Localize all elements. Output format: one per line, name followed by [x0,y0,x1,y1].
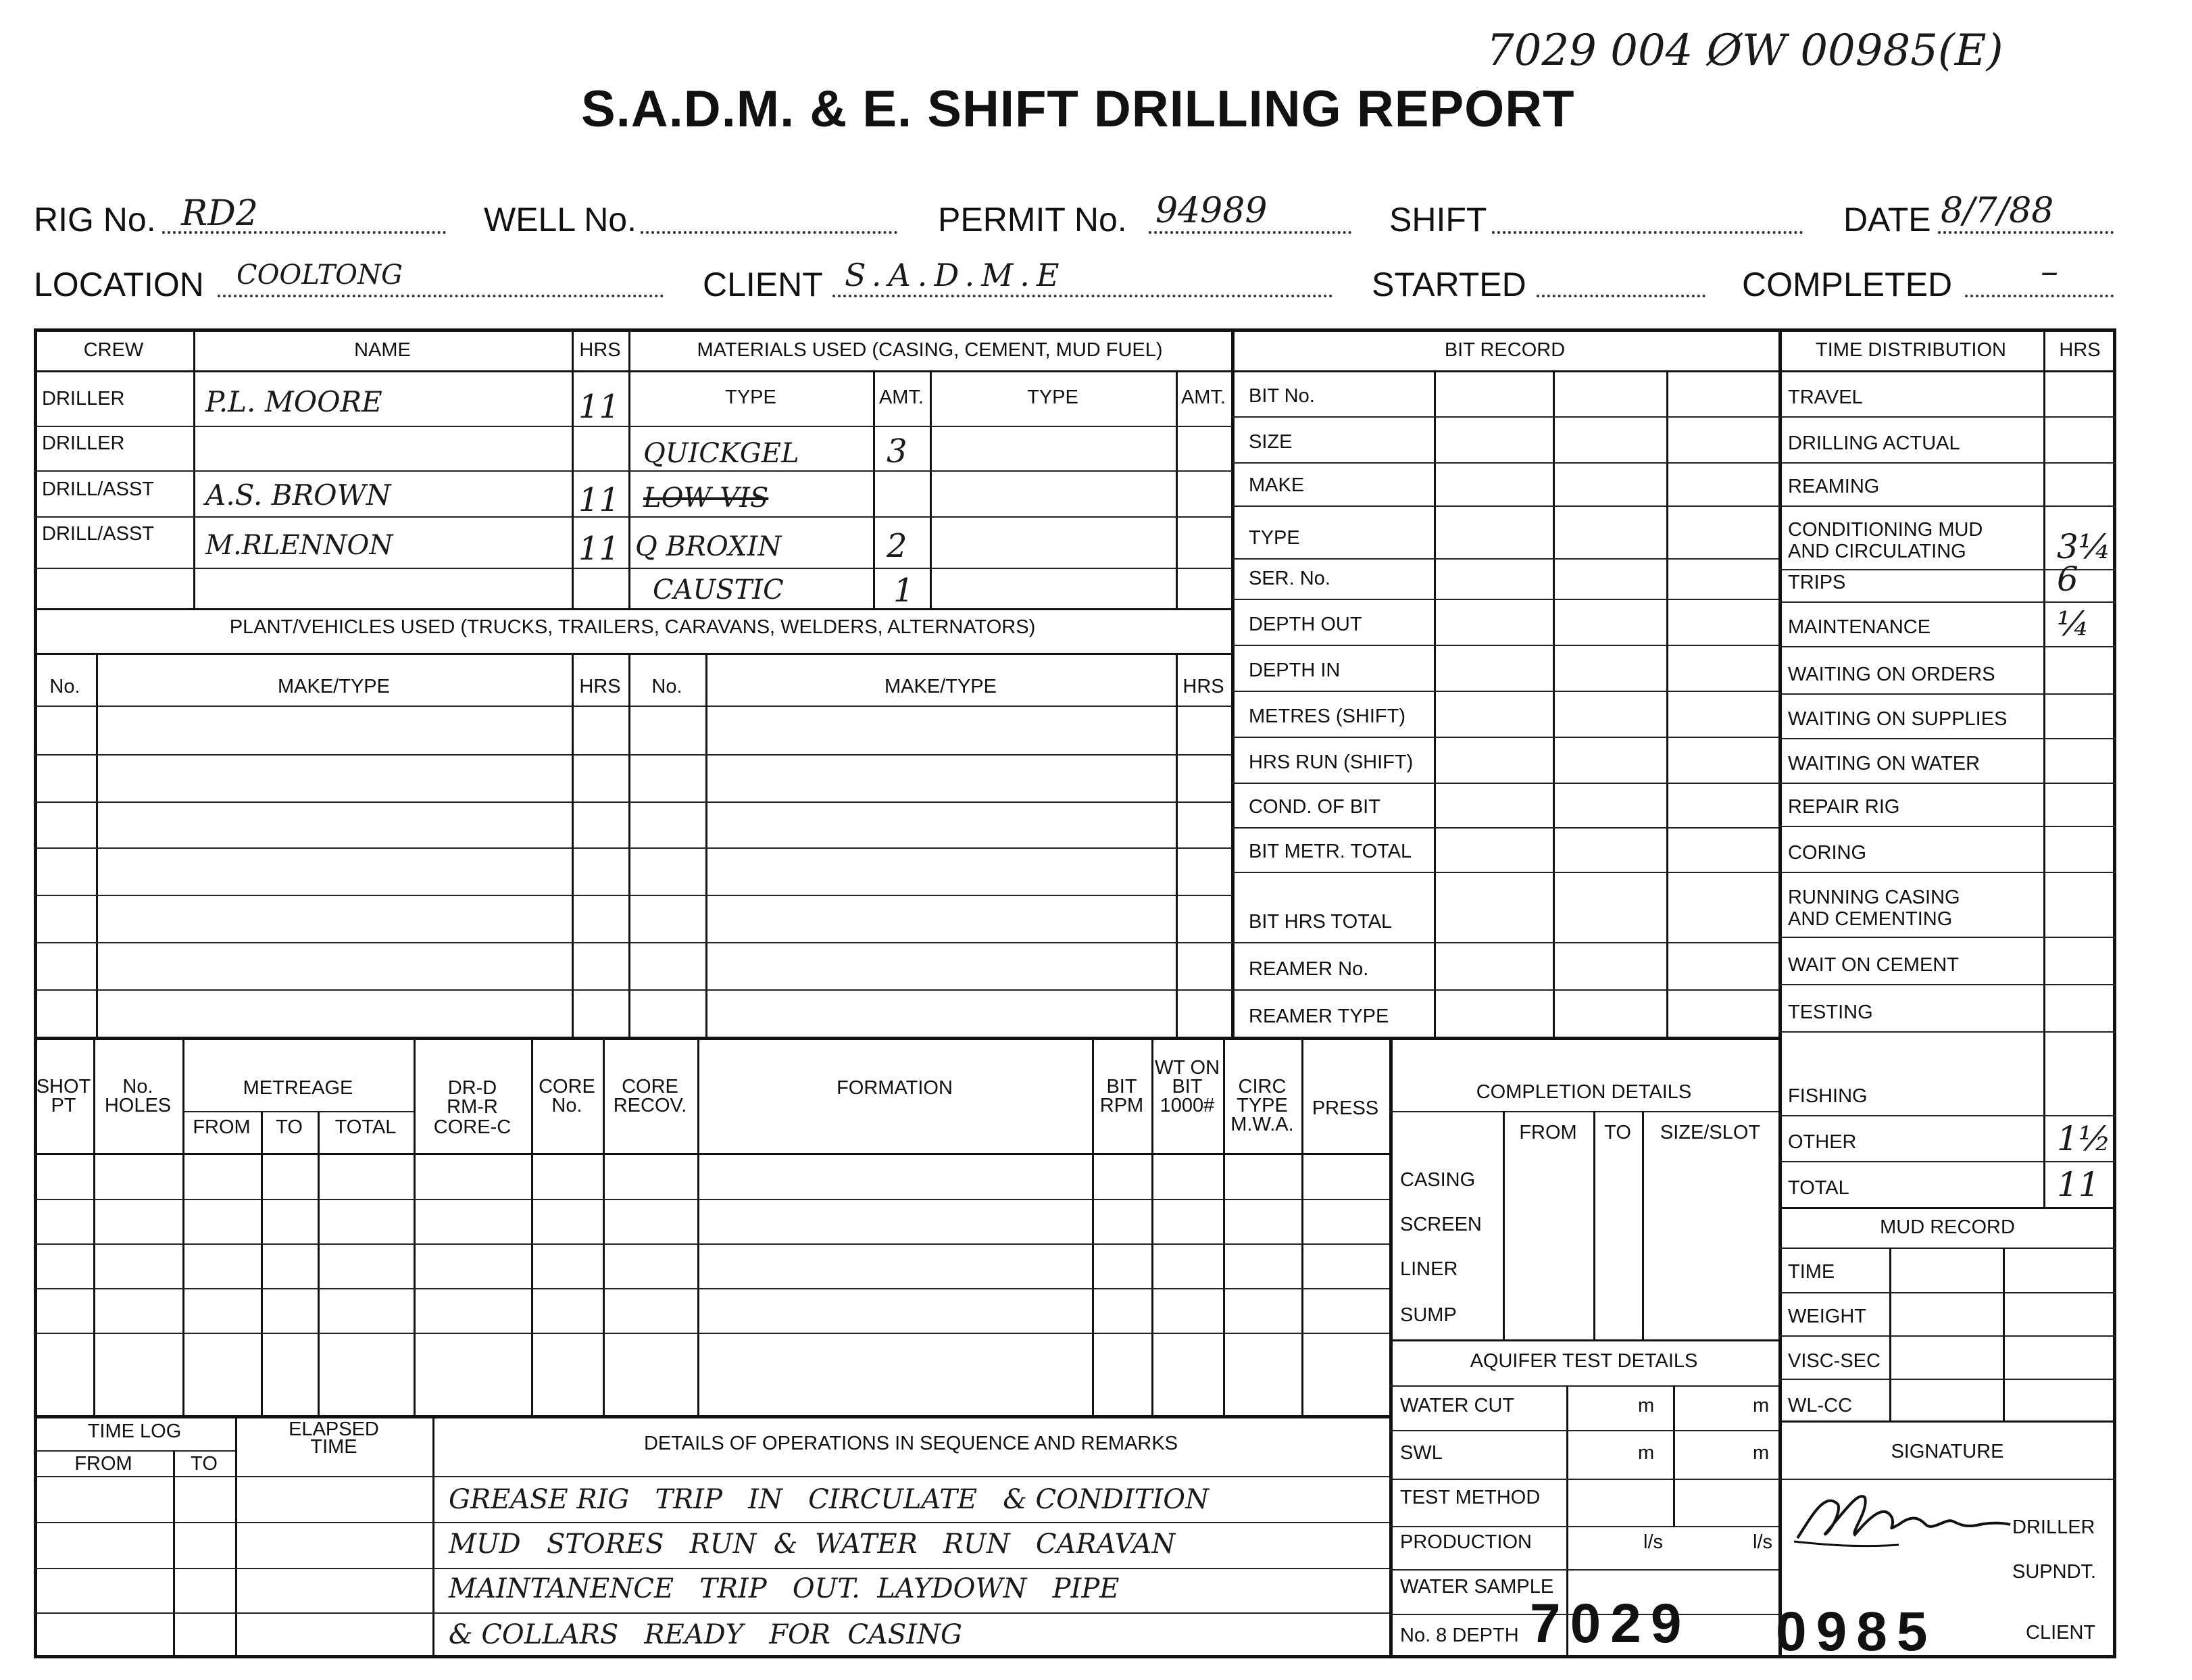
well-label: WELL No. [484,201,637,239]
reference-number: 7029 004 ØW 00985(E) [1487,26,2003,76]
bit-record-row-label: METRES (SHIFT) [1249,706,1405,727]
metreage-header: METREAGE [243,1077,353,1099]
crew-hrs-1[interactable]: 11 [578,388,620,426]
press-header: PRESS [1312,1097,1379,1119]
report-title: S.A.D.M. & E. SHIFT DRILLING REPORT [581,80,1575,138]
completion-header: COMPLETION DETAILS [1476,1081,1692,1103]
corec-header: CORE-C [433,1116,512,1138]
date-value[interactable]: 8/7/88 [1941,191,2054,231]
material-amt-1[interactable]: 3 [887,433,907,470]
core-recov-header: CORE RECOV. [613,1076,687,1116]
permit-label: PERMIT No. [938,201,1127,239]
swl-unit-1: m [1638,1442,1655,1464]
hrs-header: HRS [579,339,621,361]
bit-record-row-label: TYPE [1249,527,1300,549]
remark-line-1[interactable]: GREASE RIG TRIP IN CIRCULATE & CONDITION [449,1484,1210,1515]
remark-line-4[interactable]: & COLLARS READY FOR CASING [449,1619,962,1650]
metreage-to-header: TO [276,1116,303,1138]
formation-header: FORMATION [837,1077,953,1099]
time-dist-hrs-value[interactable]: 6 [2057,560,2078,599]
time-dist-hrs-value[interactable]: ¼ [2057,604,2090,643]
metreage-from-header: FROM [193,1116,251,1138]
plant-make-header-1: MAKE/TYPE [278,676,390,697]
time-log-to-header: TO [191,1453,218,1475]
wt-on-bit-header: WT ON BIT 1000# [1154,1057,1220,1116]
time-dist-row-label: WAITING ON SUPPLIES [1788,708,2008,730]
bit-record-row-label: REAMER TYPE [1249,1006,1389,1027]
time-dist-row-label: WAITING ON ORDERS [1788,664,1995,685]
driller-sig-label: DRILLER [2012,1516,2095,1538]
time-dist-hrs-header: HRS [2059,339,2101,361]
bit-record-row-label: BIT METR. TOTAL [1249,841,1412,862]
production-unit-1: l/s [1643,1531,1663,1553]
shift-label: SHIFT [1389,201,1487,239]
materials-header: MATERIALS USED (CASING, CEMENT, MUD FUEL) [697,339,1163,361]
crew-role-4: DRILL/ASST [42,523,154,545]
crew-hrs-3[interactable]: 11 [578,481,620,519]
time-log-from-header: FROM [74,1453,132,1475]
remark-line-2[interactable]: MUD STORES RUN & WATER RUN CARAVAN [449,1529,1176,1560]
shot-pt-header: SHOT PT [36,1076,91,1116]
location-label: LOCATION [34,266,204,303]
bit-record-row-label: BIT No. [1249,385,1315,407]
water-cut-label: WATER CUT [1400,1395,1515,1416]
crew-role-2: DRILLER [42,433,125,454]
date-label: DATE [1843,201,1931,239]
time-dist-hrs-value[interactable]: 3¼ [2057,527,2112,566]
crew-hrs-4[interactable]: 11 [578,530,620,568]
mud-time-label: TIME [1788,1261,1835,1283]
swl-unit-2: m [1753,1442,1770,1464]
client-sig-label: CLIENT [2026,1622,2096,1644]
depth-label: No. 8 DEPTH [1400,1625,1519,1646]
elapsed-header: ELAPSED TIME [289,1418,379,1458]
mud-visc-label: VISC-SEC [1788,1350,1880,1372]
crew-role-1: DRILLER [42,388,125,410]
driller-signature [1784,1477,2014,1552]
mud-wl-label: WL-CC [1788,1395,1853,1416]
location-value[interactable]: COOLTONG [236,260,403,291]
metreage-total-header: TOTAL [334,1116,397,1138]
type-header-1: TYPE [725,387,776,408]
material-type-1[interactable]: QUICKGEL [643,438,799,469]
completion-size-header: SIZE/SLOT [1660,1122,1761,1143]
details-header: DETAILS OF OPERATIONS IN SEQUENCE AND REMARKS [643,1433,1178,1454]
bit-record-row-label: BIT HRS TOTAL [1249,911,1393,933]
test-method-label: TEST METHOD [1400,1487,1541,1508]
bit-record-row-label: REAMER No. [1249,958,1369,980]
time-dist-row-label: MAINTENANCE [1788,616,1931,638]
swl-label: SWL [1400,1442,1443,1464]
completion-sump: SUMP [1400,1304,1457,1326]
plant-hrs-header-2: HRS [1182,676,1224,697]
bit-record-row-label: MAKE [1249,474,1305,496]
rig-label: RIG No. [34,201,156,239]
completion-from-header: FROM [1519,1122,1577,1143]
supndt-sig-label: SUPNDT. [2012,1561,2097,1583]
type-header-2: TYPE [1027,387,1078,408]
rig-value[interactable]: RD2 [181,193,258,234]
material-type-2[interactable]: LOW VIS [643,483,769,514]
material-type-4[interactable]: CAUSTIC [653,574,784,606]
time-dist-row-label: REPAIR RIG [1788,796,1900,818]
crew-role-3: DRILL/ASST [42,478,154,500]
time-dist-hrs-value[interactable]: 1½ [2057,1119,2112,1158]
crew-name-1[interactable]: P.L. MOORE [205,385,382,418]
crew-header: CREW [83,339,144,361]
production-label: PRODUCTION [1400,1531,1532,1553]
time-dist-label: RUNNING CASING [1788,887,1960,908]
time-dist-row-label: CORING [1788,842,1866,864]
material-type-3[interactable]: Q BROXIN [635,531,782,562]
time-dist-row-label: OTHER [1788,1131,1857,1153]
completed-label: COMPLETED [1742,266,1953,303]
client-value[interactable]: S.A.D.M.E [845,257,1066,293]
completed-value[interactable]: – [2041,251,2058,292]
bit-record-header: BIT RECORD [1444,339,1566,361]
time-dist-label: CONDITIONING MUD [1788,519,1983,541]
completion-to-header: TO [1604,1122,1631,1143]
mud-weight-label: WEIGHT [1788,1306,1866,1327]
material-amt-4[interactable]: 1 [893,572,914,610]
time-dist-hrs-value[interactable]: 11 [2057,1165,2100,1204]
bit-record-row-label: HRS RUN (SHIFT) [1249,751,1414,773]
permit-value[interactable]: 94989 [1155,191,1268,231]
drd-header: DR-D [447,1077,497,1099]
bit-record-row-label: DEPTH OUT [1249,614,1362,635]
plant-make-header-2: MAKE/TYPE [885,676,997,697]
bit-record-row-label: SIZE [1249,431,1293,453]
time-dist-row-label: REAMING [1788,476,1880,497]
time-dist-label-2: AND CIRCULATING [1788,541,1966,562]
client-label: CLIENT [703,266,823,303]
time-dist-row-label: TRAVEL [1788,387,1863,408]
no-holes-header: No. HOLES [104,1076,172,1116]
production-unit-2: l/s [1753,1531,1772,1553]
mud-record-header: MUD RECORD [1880,1216,2015,1238]
plant-header: PLANT/VEHICLES USED (TRUCKS, TRAILERS, CARAVANS, WELDERS, ALTERNATORS) [229,616,1036,638]
water-sample-label: WATER SAMPLE [1400,1576,1554,1598]
completion-casing: CASING [1400,1169,1476,1191]
stamp-number-right: 0985 [1776,1601,1937,1662]
signature-header: SIGNATURE [1891,1441,2004,1462]
bit-record-row-label: DEPTH IN [1249,660,1341,681]
time-dist-row-label: TESTING [1788,1002,1873,1023]
plant-no-header-2: No. [651,676,682,697]
name-header: NAME [354,339,411,361]
water-cut-unit-2: m [1753,1395,1770,1416]
bit-record-row-label: SER. No. [1249,568,1330,589]
water-cut-unit-1: m [1638,1395,1655,1416]
time-dist-row-label: FISHING [1788,1085,1868,1107]
aquifer-header: AQUIFER TEST DETAILS [1470,1350,1698,1372]
time-dist-row-label [1788,887,1960,930]
time-dist-row-label: TRIPS [1788,572,1846,593]
plant-no-header-1: No. [49,676,80,697]
stamp-number-left: 7029 [1530,1593,1691,1654]
time-dist-row-label: TOTAL [1788,1177,1849,1199]
time-dist-label-2: AND CEMENTING [1788,908,1953,930]
amt-header-1: AMT. [878,387,924,408]
time-dist-row-label: DRILLING ACTUAL [1788,433,1960,454]
time-log-header: TIME LOG [87,1420,182,1442]
started-label: STARTED [1372,266,1526,303]
crew-name-4[interactable]: M.RLENNON [205,530,393,561]
crew-name-3[interactable]: A.S. BROWN [205,478,391,512]
time-dist-row-label [1788,519,1983,562]
remark-line-3[interactable]: MAINTANENCE TRIP OUT. LAYDOWN PIPE [449,1573,1120,1604]
rmr-header: RM-R [447,1096,498,1118]
time-dist-row-label: WAIT ON CEMENT [1788,954,1959,976]
core-no-header: CORE No. [539,1076,595,1116]
time-dist-row-label: WAITING ON WATER [1788,753,1981,774]
completion-screen: SCREEN [1400,1214,1482,1235]
circ-type-header: CIRC TYPE M.W.A. [1230,1076,1294,1135]
amt-header-2: AMT. [1180,387,1226,408]
completion-liner: LINER [1400,1258,1458,1280]
time-dist-header: TIME DISTRIBUTION [1816,339,2006,361]
material-amt-3[interactable]: 2 [887,527,907,565]
plant-hrs-header-1: HRS [579,676,621,697]
bit-rpm-header: BIT RPM [1099,1076,1144,1116]
bit-record-row-label: COND. OF BIT [1249,796,1380,818]
